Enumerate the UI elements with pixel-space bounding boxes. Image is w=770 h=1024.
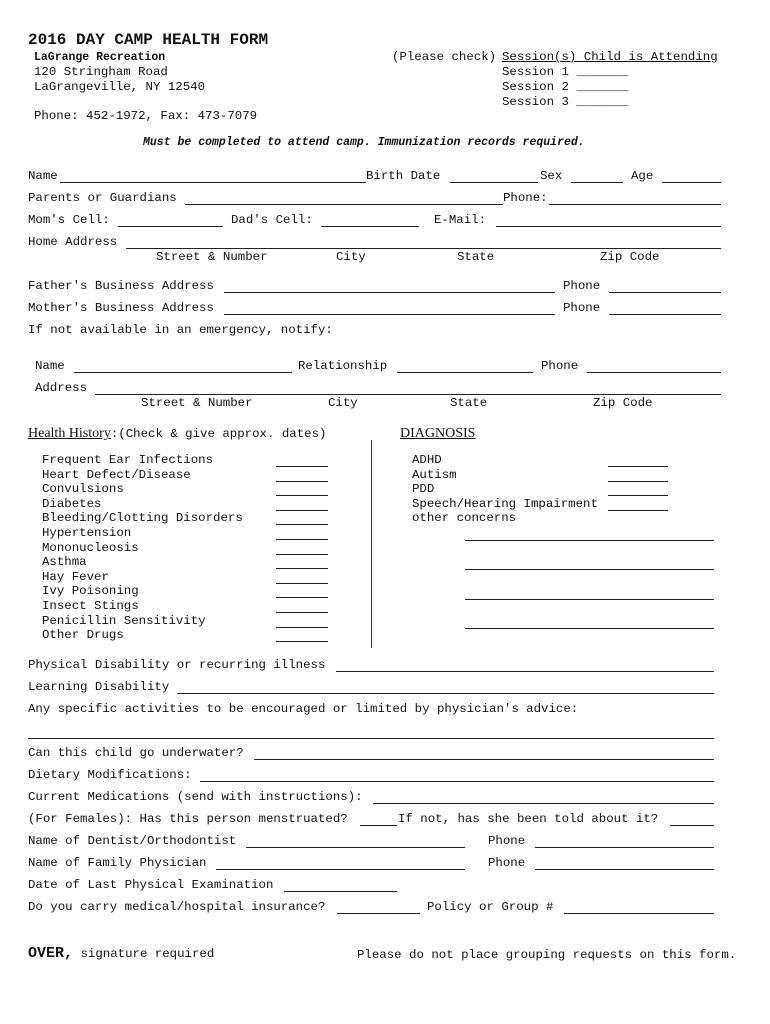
father-business-label: Father's Business Address [28,279,214,293]
physician-phone-label: Phone [488,856,526,870]
condition-date-field[interactable] [276,554,328,555]
diagnosis-label: PDD [412,482,435,497]
session-check-label: (Please check) [392,50,497,64]
sex-label: Sex [540,169,563,183]
learning-disability-field[interactable] [177,693,714,694]
emergency-zip-caption: Zip Code [593,396,653,410]
footer-over [28,945,214,963]
email-label: E-Mail: [434,213,487,227]
health-history-note: :(Check & give approx. dates) [110,427,327,441]
mother-phone-label: Phone [563,301,601,315]
insurance-field[interactable] [337,913,420,914]
home-city-caption: City [336,250,366,264]
condition-date-field[interactable] [276,495,328,496]
parents-phone-label: Phone: [503,191,548,205]
policy-label: Policy or Group # [427,900,554,914]
physical-disability-field[interactable] [336,671,714,672]
dentist-field[interactable] [246,847,465,848]
mother-business-label: Mother's Business Address [28,301,214,315]
dentist-phone-label: Phone [488,834,526,848]
emergency-prompt: If not available in an emergency, notify: [28,323,333,337]
email-field[interactable] [496,226,721,227]
age-field[interactable] [662,182,721,183]
condition-label: Penicillin Sensitivity [42,613,206,628]
condition-label: Diabetes [42,496,102,511]
dietary-label: Dietary Modifications: [28,768,192,782]
condition-label: Mononucleosis [42,540,139,555]
relationship-field[interactable] [397,372,533,373]
emergency-phone-label: Phone [541,359,579,373]
parents-field[interactable] [185,204,503,205]
parents-phone-field[interactable] [549,204,721,205]
concerns-line-3[interactable] [465,599,714,600]
last-physical-label: Date of Last Physical Examination [28,878,274,892]
condition-date-field[interactable] [276,641,328,642]
home-zip-caption: Zip Code [600,250,660,264]
dentist-label: Name of Dentist/Orthodontist [28,834,237,848]
birth-date-field[interactable] [450,182,538,183]
father-phone-field[interactable] [609,292,721,293]
concerns-line-4[interactable] [465,628,714,629]
diagnosis-check-field[interactable] [608,510,668,511]
emergency-state-caption: State [450,396,488,410]
diagnosis-check-field[interactable] [608,466,668,467]
column-divider [371,440,372,648]
condition-date-field[interactable] [276,481,328,482]
org-address-line1: 120 Stringham Road [34,65,168,79]
condition-date-field[interactable] [276,510,328,511]
menstruated-field[interactable] [360,825,397,826]
home-state-caption: State [457,250,495,264]
session-1-checkbox[interactable]: Session 1 _______ [502,65,629,79]
condition-label: Hay Fever [42,569,109,584]
session-3-checkbox[interactable]: Session 3 _______ [502,95,629,109]
session-heading: Session(s) Child is Attending [502,50,718,64]
mother-phone-field[interactable] [609,314,721,315]
child-name-field[interactable] [60,182,366,183]
age-label: Age [631,169,654,183]
dads-cell-field[interactable] [321,226,419,227]
condition-label: Ivy Poisoning [42,584,139,599]
physician-field[interactable] [216,869,465,870]
condition-label: Heart Defect/Disease [42,467,191,482]
over-label: OVER, [28,945,74,962]
condition-label: Asthma [42,555,87,570]
home-street-caption: Street & Number [156,250,268,264]
father-phone-label: Phone [563,279,601,293]
home-address-label: Home Address [28,235,118,249]
emergency-name-label: Name [35,359,65,373]
diagnosis-label: ADHD [412,453,442,467]
condition-date-field[interactable] [276,597,328,598]
condition-label: Convulsions [42,482,124,497]
session-2-checkbox[interactable]: Session 2 _______ [502,80,629,94]
org-name: LaGrange Recreation [34,51,166,64]
condition-label: Insect Stings [42,599,139,613]
condition-date-field[interactable] [276,466,328,467]
condition-date-field[interactable] [276,627,328,628]
condition-date-field[interactable] [276,539,328,540]
concerns-line-2[interactable] [465,569,714,570]
diagnosis-check-field[interactable] [608,495,668,496]
diagnosis-heading: DIAGNOSIS [400,426,476,441]
condition-date-field[interactable] [276,524,328,525]
health-history-header [28,426,326,442]
dentist-phone-field[interactable] [535,847,714,848]
policy-field[interactable] [564,913,714,914]
required-notice: Must be completed to attend camp. Immunization records required. [143,136,585,149]
health-history-heading: Health History [28,426,111,441]
emergency-phone-field[interactable] [587,372,721,373]
sex-field[interactable] [571,182,623,183]
name-label: Name [28,169,58,183]
condition-label: Frequent Ear Infections [42,453,214,467]
condition-label: Hypertension [42,526,132,540]
told-about-label: If not, has she been told about it? [398,812,659,826]
learning-disability-label: Learning Disability [28,680,170,694]
females-question-label: (For Females): Has this person menstruated? [28,812,348,826]
last-physical-field[interactable] [284,891,397,892]
medications-field[interactable] [373,803,714,804]
physical-disability-label: Physical Disability or recurring illness [28,658,326,672]
physician-phone-field[interactable] [535,869,714,870]
medications-label: Current Medications (send with instructions): [28,790,363,804]
emergency-city-caption: City [328,396,358,410]
underwater-label: Can this child go underwater? [28,746,244,760]
org-address-line2: LaGrangeville, NY 12540 [34,80,206,94]
relationship-label: Relationship [298,359,388,373]
condition-label: Other Drugs [42,628,124,643]
emergency-street-caption: Street & Number [141,396,253,410]
activities-field[interactable] [28,738,714,739]
underwater-field[interactable] [254,759,714,760]
dietary-field[interactable] [200,781,714,782]
dads-cell-label: Dad's Cell: [231,213,313,227]
condition-date-field[interactable] [276,568,328,569]
condition-date-field[interactable] [276,612,328,613]
home-address-field[interactable] [126,248,721,249]
parents-label: Parents or Guardians [28,191,177,205]
grouping-note: Please do not place grouping requests on this form. [357,948,737,962]
condition-label: Bleeding/Clotting Disorders [42,511,243,526]
moms-cell-label: Mom's Cell: [28,213,110,227]
diagnosis-label: Speech/Hearing Impairment [412,496,598,511]
emergency-name-field[interactable] [74,372,292,373]
physician-label: Name of Family Physician [28,856,207,870]
emergency-address-field[interactable] [95,394,721,395]
emergency-address-label: Address [35,381,88,395]
diagnosis-label: Autism [412,467,457,482]
insurance-label: Do you carry medical/hospital insurance? [28,900,326,914]
diagnosis-label: other concerns [412,511,517,526]
moms-cell-field[interactable] [118,226,223,227]
concerns-line-1[interactable] [465,540,714,541]
condition-date-field[interactable] [276,583,328,584]
diagnosis-check-field[interactable] [608,481,668,482]
father-business-field[interactable] [224,292,555,293]
signature-note: signature required [73,947,215,961]
mother-business-field[interactable] [224,314,555,315]
activities-label: Any specific activities to be encouraged or limited by physician's advice: [28,702,579,716]
told-about-field[interactable] [670,825,714,826]
birth-date-label: Birth Date [366,169,441,183]
org-phone-fax: Phone: 452-1972, Fax: 473-7079 [34,109,258,123]
form-title: 2016 DAY CAMP HEALTH FORM [28,31,269,49]
